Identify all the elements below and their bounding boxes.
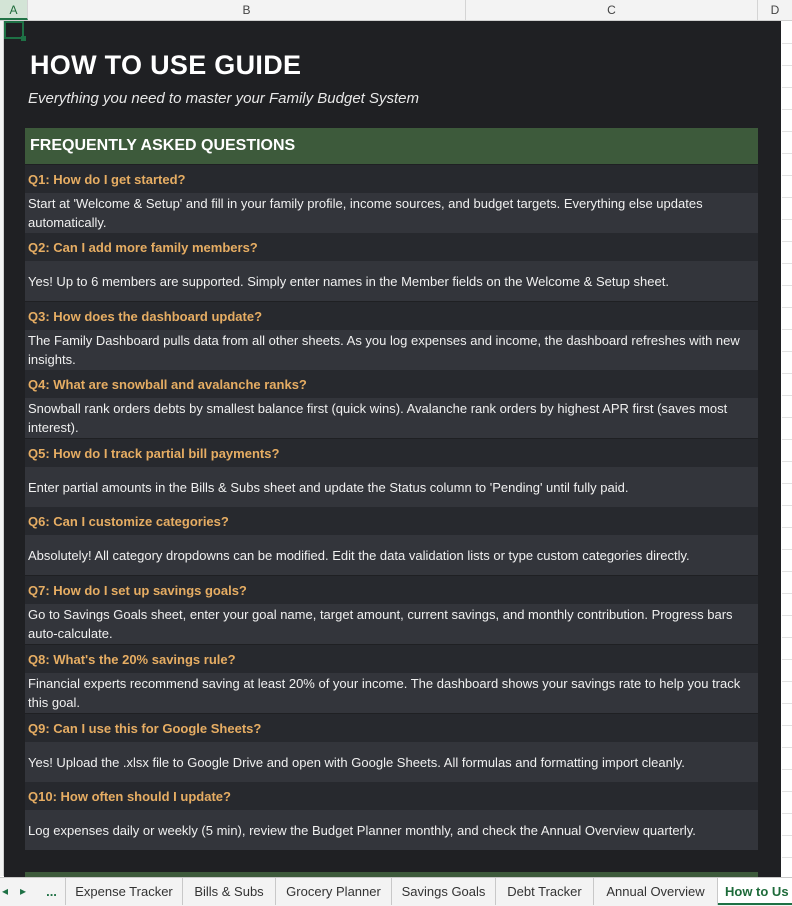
faq-answer-row[interactable] xyxy=(25,193,758,233)
faq-answer: Yes! Upload the .xlsx file to Google Drive and open with Google Sheets. All formulas and formatting import cleanly. xyxy=(28,755,685,770)
faq-question: Q2: Can I add more family members? xyxy=(28,240,258,255)
faq-answer: Absolutely! All category dropdowns can be modified. Edit the data validation lists or type custom categories directly. xyxy=(28,548,690,563)
faq-question: Q9: Can I use this for Google Sheets? xyxy=(28,721,262,736)
tab-annual-overview[interactable]: Annual Overview xyxy=(594,878,718,905)
scroll-tabs-left-icon[interactable]: ◂ xyxy=(2,884,9,898)
faq-question: Q8: What's the 20% savings rule? xyxy=(28,652,236,667)
faq-section-header xyxy=(25,128,758,164)
faq-answer: Enter partial amounts in the Bills & Subs sheet and update the Status column to 'Pending' until fully paid. xyxy=(28,480,629,495)
page-title: HOW TO USE GUIDE xyxy=(30,50,302,80)
faq-question: Q7: How do I set up savings goals? xyxy=(28,583,247,598)
column-header-d[interactable]: D xyxy=(770,3,780,17)
faq-answer-row[interactable] xyxy=(25,398,758,438)
faq-question-row[interactable] xyxy=(25,233,758,261)
active-cell-a1[interactable] xyxy=(4,21,24,39)
faq-question: Q4: What are snowball and avalanche ranks? xyxy=(28,377,307,392)
faq-answer: Go to Savings Goals sheet, enter your goal name, target amount, current savings, and monthly contribution. Progress bars auto-calculate. xyxy=(28,607,733,641)
faq-question-row[interactable] xyxy=(25,576,758,604)
sheet-tab-bar xyxy=(0,877,792,906)
faq-question: Q6: Can I customize categories? xyxy=(28,514,229,529)
faq-answer-row[interactable] xyxy=(25,535,758,575)
faq-question: Q3: How does the dashboard update? xyxy=(28,309,263,324)
faq-answer-row[interactable] xyxy=(25,467,758,507)
faq-answer: Snowball rank orders debts by smallest balance first (quick wins). Avalanche rank orders by highest APR first (saves most interest). xyxy=(28,401,728,435)
faq-question-row[interactable] xyxy=(25,714,758,742)
faq-question: Q10: How often should I update? xyxy=(28,789,231,804)
column-header-b[interactable]: B xyxy=(28,0,466,20)
column-header-c[interactable]: C xyxy=(466,0,758,20)
faq-answer: Yes! Up to 6 members are supported. Simply enter names in the Member fields on the Welcome & Setup sheet. xyxy=(28,274,669,289)
tab-expense-tracker[interactable]: Expense Tracker xyxy=(66,878,183,905)
tab-debt-tracker[interactable]: Debt Tracker xyxy=(496,878,594,905)
faq-answer-row[interactable] xyxy=(25,330,758,370)
faq-answer: Financial experts recommend saving at least 20% of your income. The dashboard shows your savings rate to help you track this goal. xyxy=(28,676,741,710)
faq-answer-row[interactable] xyxy=(25,810,758,850)
faq-section-title: FREQUENTLY ASKED QUESTIONS xyxy=(30,137,296,154)
faq-question-row[interactable] xyxy=(25,439,758,467)
faq-answer: Log expenses daily or weekly (5 min), review the Budget Planner monthly, and check the Annual Overview quarterly. xyxy=(28,823,696,838)
faq-question-row[interactable] xyxy=(25,507,758,535)
tab-grocery-planner[interactable]: Grocery Planner xyxy=(276,878,392,905)
page-subtitle: Everything you need to master your Family Budget System xyxy=(28,90,420,107)
tab-savings-goals[interactable]: Savings Goals xyxy=(392,878,496,905)
faq-answer-row[interactable] xyxy=(25,673,758,713)
faq-question-row[interactable] xyxy=(25,302,758,330)
faq-answer-row[interactable] xyxy=(25,742,758,782)
tab-how-to-use[interactable]: How to Us xyxy=(718,878,792,905)
faq-answer: Start at 'Welcome & Setup' and fill in your family profile, income sources, and budget targets. Everything else updates automatically. xyxy=(28,196,703,230)
column-header-a[interactable]: A xyxy=(0,0,28,20)
more-tabs-button[interactable]: ... xyxy=(38,878,66,905)
faq-question-row[interactable] xyxy=(25,370,758,398)
faq-question: Q5: How do I track partial bill payments? xyxy=(28,446,280,461)
faq-question-row[interactable] xyxy=(25,782,758,810)
column-header-bar xyxy=(0,0,792,21)
faq-question: Q1: How do I get started? xyxy=(28,172,186,187)
faq-question-row[interactable] xyxy=(25,645,758,673)
faq-answer: The Family Dashboard pulls data from all other sheets. As you log expenses and income, the dashboard refreshes with new insights. xyxy=(28,333,740,367)
tab-bills-subs[interactable]: Bills & Subs xyxy=(183,878,276,905)
faq-answer-row[interactable] xyxy=(25,261,758,301)
scroll-tabs-right-icon[interactable]: ▸ xyxy=(20,884,27,898)
empty-grid-area[interactable] xyxy=(782,21,792,876)
faq-question-row[interactable] xyxy=(25,165,758,193)
faq-answer-row[interactable] xyxy=(25,604,758,644)
